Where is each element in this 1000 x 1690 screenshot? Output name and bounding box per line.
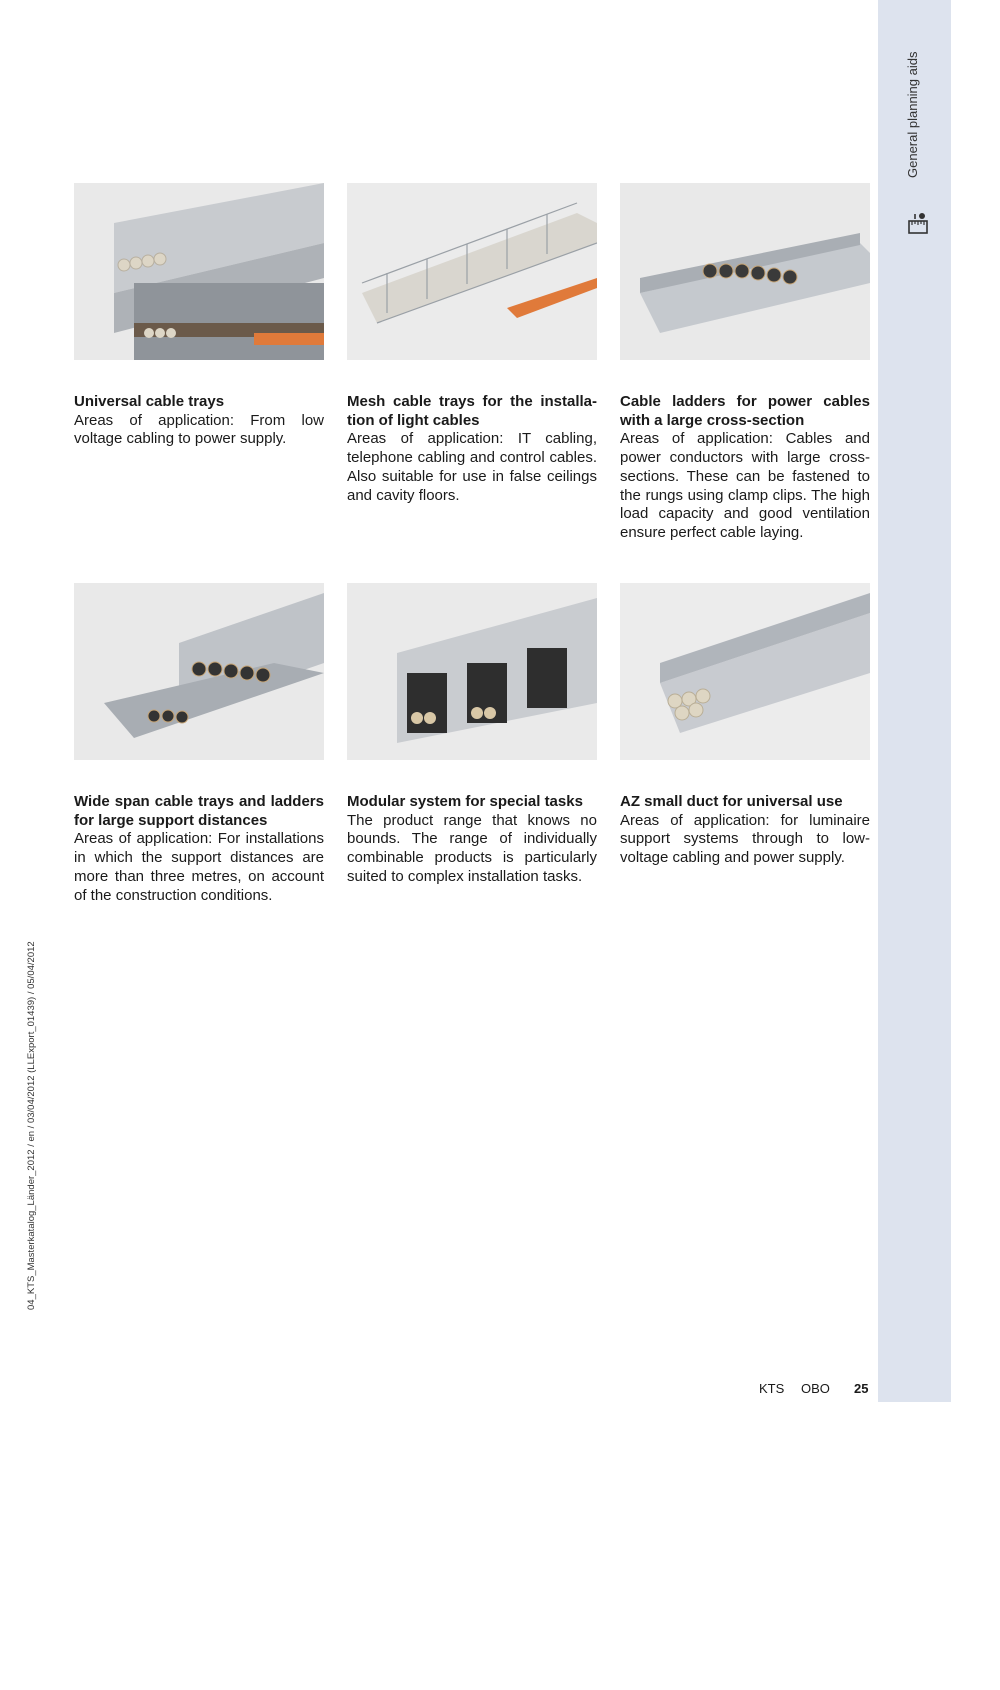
card-title: Cable ladders for power cables with a large cross-section: [620, 393, 870, 429]
page-number: 25: [854, 1381, 869, 1396]
card-title: Wide span cable trays and ladders for large support distances: [74, 793, 324, 829]
product-photo-cable-ladders: [620, 183, 870, 360]
product-photo-universal-cable-trays: [74, 183, 324, 360]
product-photo-modular-system: [347, 583, 597, 760]
card-title: Universal cable trays: [74, 393, 225, 410]
card-title: Modular system for special tasks: [347, 793, 583, 810]
card-title: Mesh cable trays for the installation of light cables: [347, 393, 597, 429]
product-photo-wide-span-cable-trays: [74, 583, 324, 760]
product-card-universal-cable-trays: [74, 183, 324, 449]
ruler-planning-icon: [907, 212, 929, 234]
card-text: Areas of application: IT cabling, telephone cabling and control cables. Also suitable for use in false ceilings and cavity floors.: [347, 430, 597, 504]
footer-brand: OBO: [801, 1381, 830, 1396]
product-card-modular-system: [347, 583, 597, 887]
card-text: The product range that knows no bounds. The range of individually combinable products is particularly suited to complex installation tasks.: [347, 811, 597, 885]
card-text: Areas of application: Cables and power conductors with large cross-sections. These can be fastened to the rungs using clamp clips. The high load capacity and good ventilation ensure perfect cable laying.: [620, 430, 870, 541]
product-card-mesh-cable-trays: [347, 183, 597, 505]
footer-section-label: KTS: [759, 1381, 785, 1396]
product-card-az-small-duct: [620, 583, 870, 868]
card-text: Areas of application: For installations in which the support distances are more than three metres, on account of the construction conditions.: [74, 830, 324, 904]
product-card-wide-span-cable-trays: [74, 583, 324, 905]
section-title: General planning aids: [905, 51, 920, 178]
product-photo-az-small-duct: [620, 583, 870, 760]
card-text: Areas of application: From low voltage cabling to power supply.: [74, 411, 324, 448]
card-title: AZ small duct for universal use: [620, 793, 843, 810]
print-imprint: 04_KTS_Masterkatalog_Länder_2012 / en / 03/04/2012 (LLExport_01439) / 05/04/2012: [26, 941, 37, 1310]
card-text: Areas of application: for luminaire support systems through to low-voltage cabling and power supply.: [620, 811, 870, 867]
product-photo-mesh-cable-trays: [347, 183, 597, 360]
product-card-cable-ladders: [620, 183, 870, 543]
